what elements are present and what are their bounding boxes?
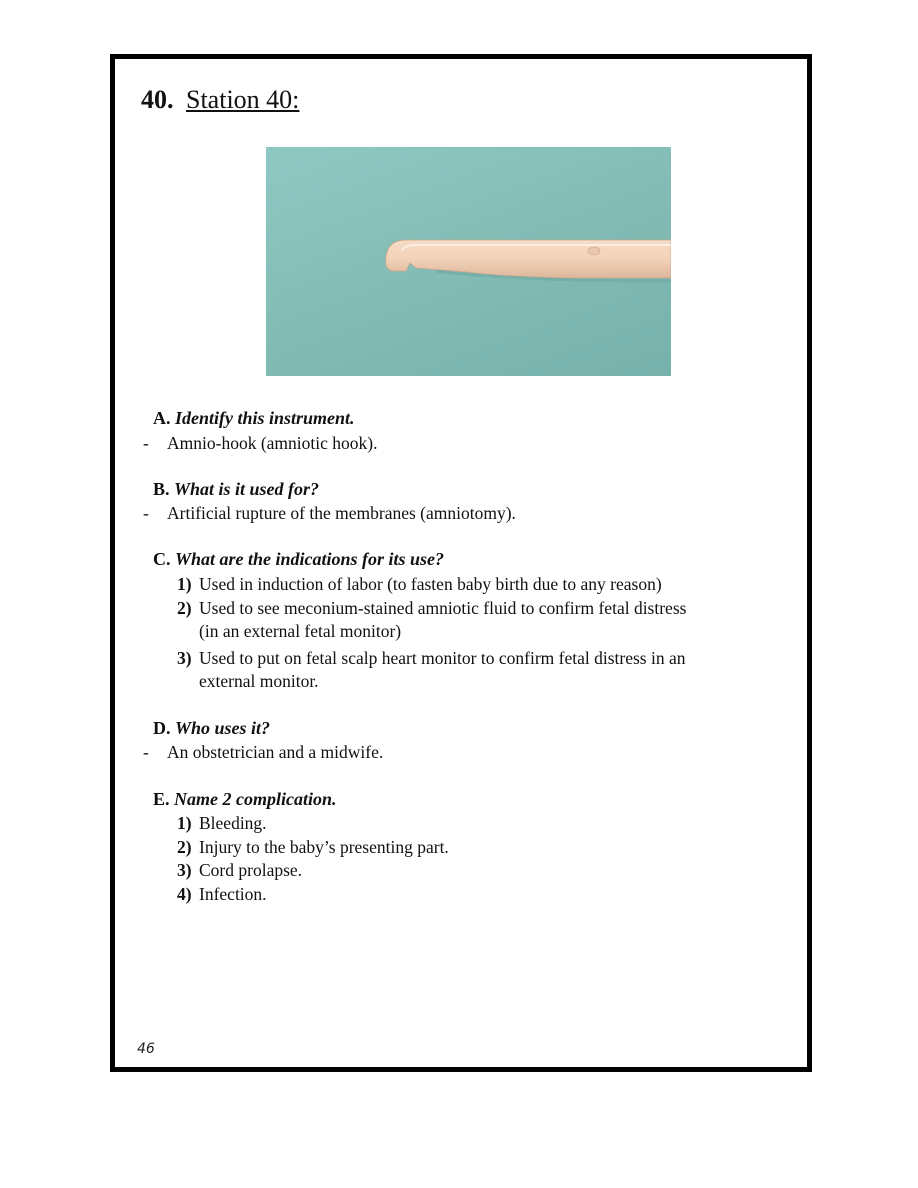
question-c bbox=[153, 549, 444, 570]
amnio-hook-photo bbox=[266, 147, 671, 376]
complication-1 bbox=[177, 812, 267, 835]
question-d-text: Who uses it? bbox=[175, 718, 271, 738]
answer-d-dash: - bbox=[143, 742, 149, 762]
indication-1-line-1: Used in induction of labor (to fasten baby birth due to any reason) bbox=[199, 574, 662, 594]
indication-1 bbox=[177, 573, 662, 596]
answer-a-text: Amnio-hook (amniotic hook). bbox=[167, 433, 378, 453]
question-b bbox=[153, 479, 319, 500]
amnio-hook-illustration bbox=[266, 147, 671, 376]
indication-2-number: 2) bbox=[177, 598, 192, 618]
complication-2 bbox=[177, 836, 449, 859]
complication-3 bbox=[177, 859, 302, 882]
indication-3-line-2: external monitor. bbox=[199, 671, 319, 691]
question-c-text: What are the indications for its use? bbox=[175, 549, 445, 569]
question-b-letter: B. bbox=[153, 479, 170, 499]
complication-3-text: Cord prolapse. bbox=[199, 860, 303, 880]
complication-2-number: 2) bbox=[177, 837, 192, 857]
indication-2 bbox=[177, 597, 686, 643]
question-a bbox=[153, 408, 355, 429]
station-heading bbox=[141, 85, 299, 115]
answer-a bbox=[143, 433, 377, 454]
indication-3 bbox=[177, 647, 685, 693]
answer-b-dash: - bbox=[143, 503, 149, 523]
station-number: 40. bbox=[141, 85, 174, 114]
question-e bbox=[153, 789, 337, 810]
question-d-letter: D. bbox=[153, 718, 171, 738]
indication-1-number: 1) bbox=[177, 574, 192, 594]
answer-a-dash: - bbox=[143, 433, 149, 453]
answer-d-text: An obstetrician and a midwife. bbox=[167, 742, 384, 762]
complication-3-number: 3) bbox=[177, 860, 192, 880]
page-number: 46 bbox=[137, 1041, 155, 1057]
indication-3-line-1: Used to put on fetal scalp heart monitor to confirm fetal distress in an bbox=[199, 648, 686, 668]
indication-3-number: 3) bbox=[177, 648, 192, 668]
indication-2-line-2: (in an external fetal monitor) bbox=[199, 621, 402, 641]
complication-1-number: 1) bbox=[177, 813, 192, 833]
station-title: Station 40: bbox=[186, 85, 300, 114]
question-c-letter: C. bbox=[153, 549, 171, 569]
complication-4-number: 4) bbox=[177, 884, 192, 904]
answer-b-text: Artificial rupture of the membranes (amniotomy). bbox=[167, 503, 516, 523]
indication-2-line-1: Used to see meconium-stained amniotic fluid to confirm fetal distress bbox=[199, 598, 687, 618]
answer-b bbox=[143, 503, 516, 524]
question-a-text: Identify this instrument. bbox=[175, 408, 355, 428]
question-b-text: What is it used for? bbox=[174, 479, 320, 499]
question-d bbox=[153, 718, 270, 739]
complication-4 bbox=[177, 883, 267, 906]
page-frame bbox=[110, 54, 812, 1072]
complication-1-text: Bleeding. bbox=[199, 813, 267, 833]
question-a-letter: A. bbox=[153, 408, 171, 428]
answer-d bbox=[143, 742, 383, 763]
question-e-text: Name 2 complication. bbox=[174, 789, 337, 809]
complication-4-text: Infection. bbox=[199, 884, 267, 904]
complication-2-text: Injury to the baby’s presenting part. bbox=[199, 837, 449, 857]
question-e-letter: E. bbox=[153, 789, 170, 809]
